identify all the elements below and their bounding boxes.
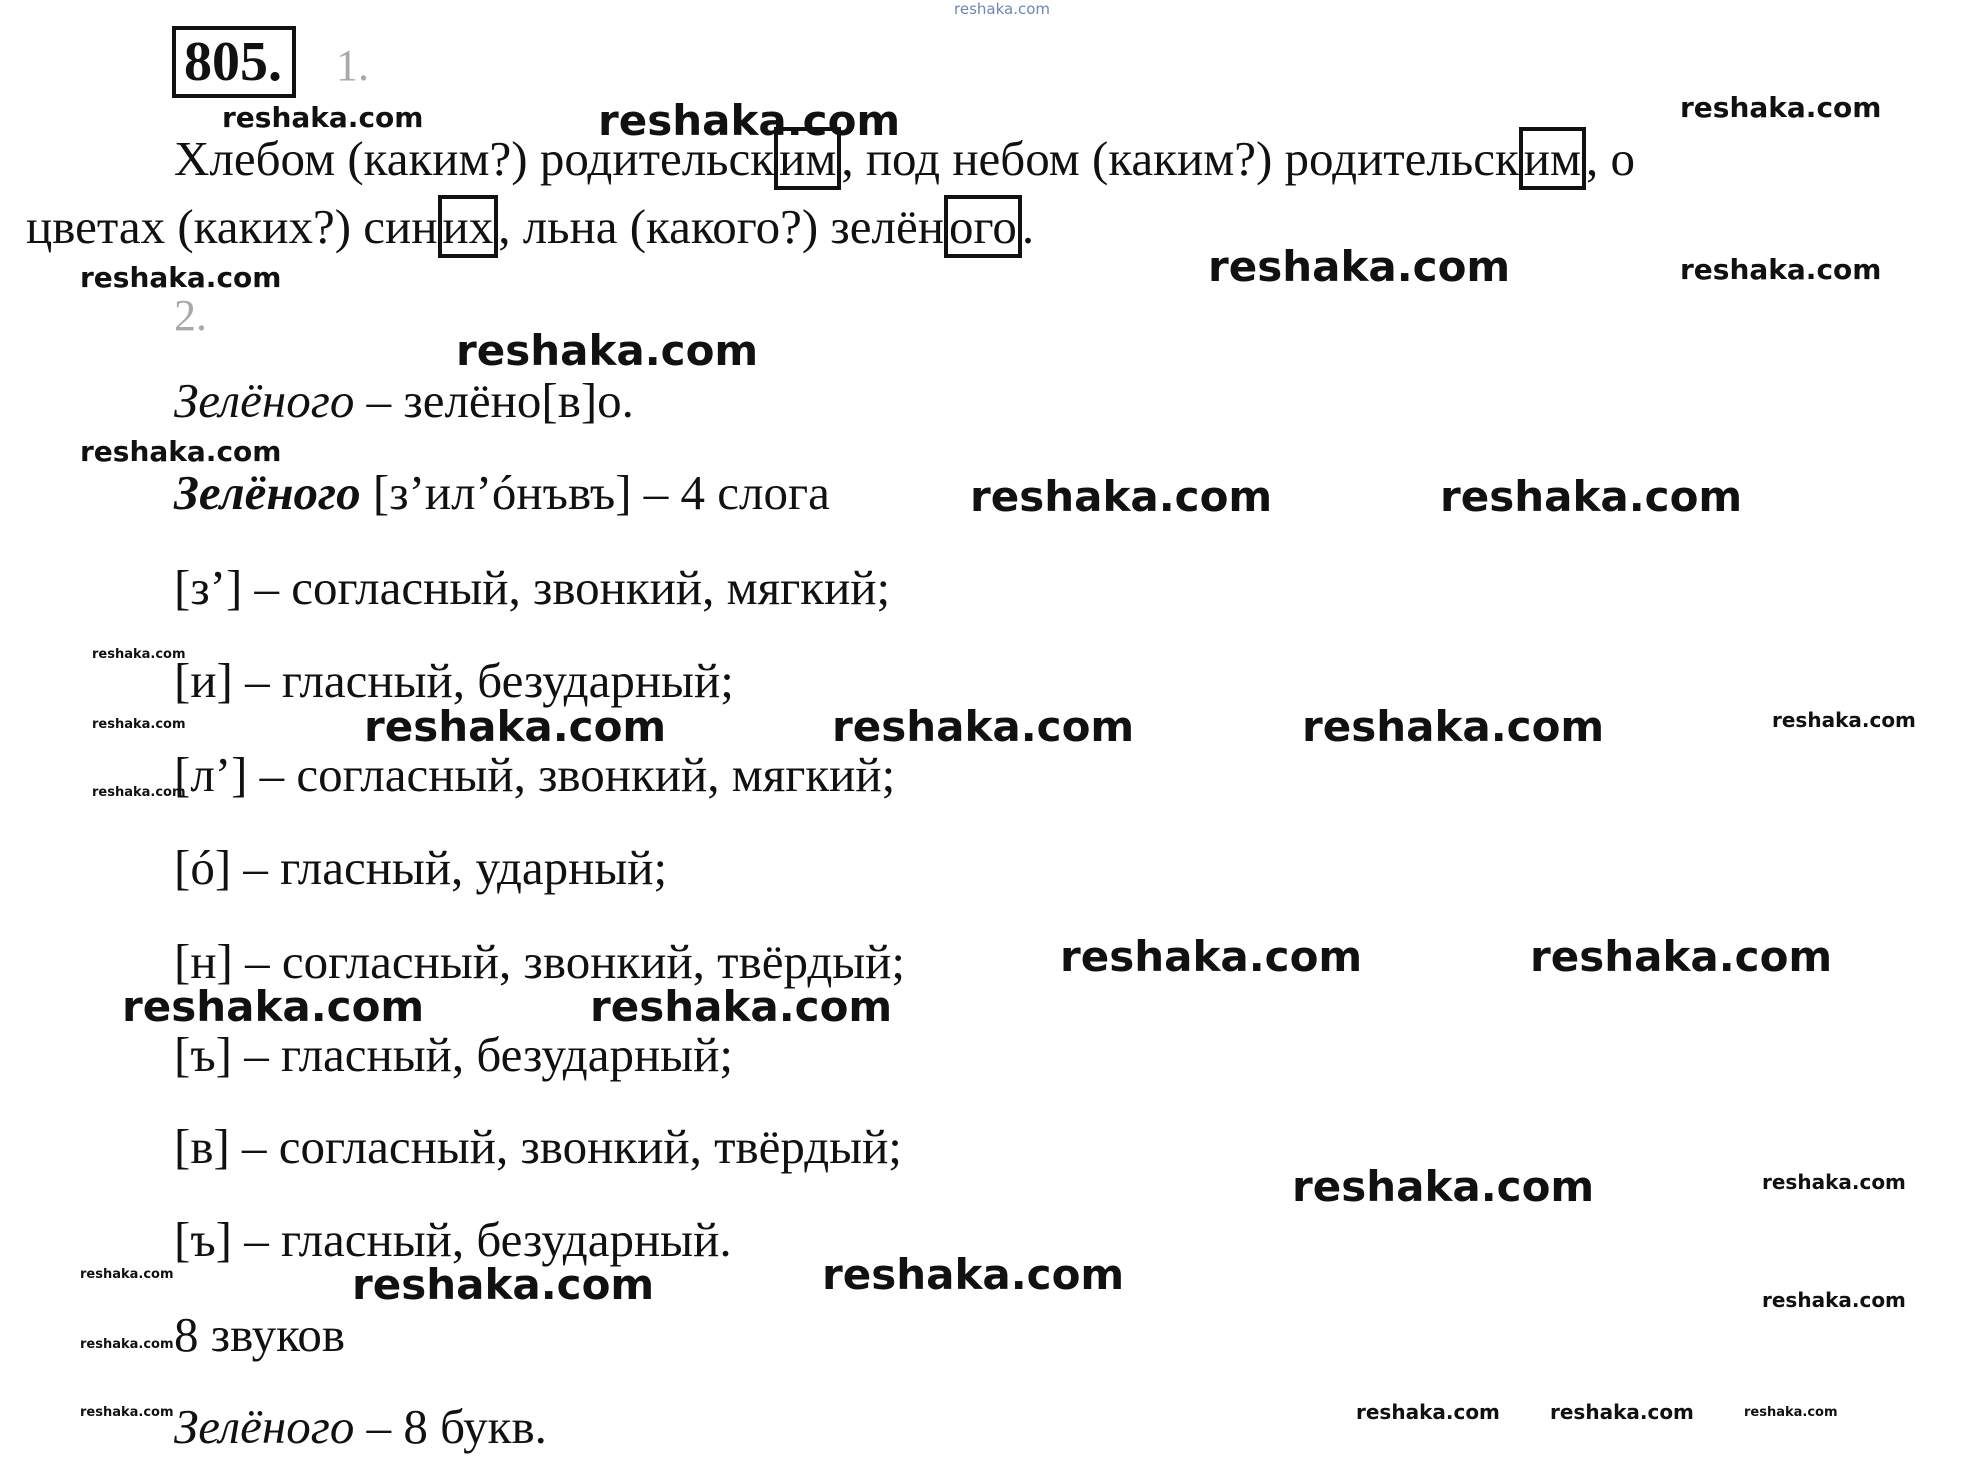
sound-line: [в] – согласный, звонкий, твёрдый; bbox=[174, 1119, 902, 1174]
ending-box: их bbox=[438, 195, 499, 258]
watermark: reshaka.com bbox=[456, 326, 759, 375]
sentence-text: , льна (какого?) зелён bbox=[498, 199, 944, 254]
watermark: reshaka.com bbox=[822, 1250, 1125, 1299]
ending-box: им bbox=[1519, 127, 1586, 190]
watermark: reshaka.com bbox=[80, 1267, 174, 1282]
watermark: reshaka.com bbox=[1530, 932, 1833, 981]
sound-line: [н] – согласный, звонкий, твёрдый; bbox=[174, 934, 906, 989]
check-word: Зелёного bbox=[174, 373, 355, 428]
letters-word: Зелёного bbox=[174, 1399, 355, 1454]
sentence-line-1 bbox=[174, 131, 1636, 186]
watermark: reshaka.com bbox=[80, 1405, 174, 1420]
check-word-rest: – зелёно[в]о. bbox=[354, 373, 634, 428]
sentence-text: , о bbox=[1586, 131, 1636, 186]
watermark: reshaka.com bbox=[222, 101, 424, 134]
watermark: reshaka.com bbox=[1302, 702, 1605, 751]
sound-line: [ъ] – гласный, безударный. bbox=[174, 1212, 732, 1267]
watermark: reshaka.com bbox=[1762, 1170, 1906, 1194]
watermark: reshaka.com bbox=[590, 982, 893, 1031]
watermark: reshaka.com bbox=[364, 702, 667, 751]
watermark: reshaka.com bbox=[1356, 1400, 1500, 1424]
watermark: reshaka.com bbox=[832, 702, 1135, 751]
sound-line: [ó] – гласный, ударный; bbox=[174, 840, 668, 895]
watermark: reshaka.com bbox=[80, 261, 282, 294]
watermark: reshaka.com bbox=[1550, 1400, 1694, 1424]
check-word-line bbox=[174, 373, 634, 428]
watermark: reshaka.com bbox=[352, 1260, 655, 1309]
sentence-text: , под небом (каким?) родительск bbox=[841, 131, 1519, 186]
watermark: reshaka.com bbox=[1772, 708, 1916, 732]
watermark: reshaka.com bbox=[1440, 472, 1743, 521]
transcription-line bbox=[174, 465, 830, 520]
watermark: reshaka.com bbox=[1208, 242, 1511, 291]
watermark: reshaka.com bbox=[1680, 253, 1882, 286]
watermark: reshaka.com bbox=[1762, 1288, 1906, 1312]
watermark: reshaka.com bbox=[1680, 91, 1882, 124]
watermark: reshaka.com bbox=[80, 1337, 174, 1352]
letters-line bbox=[174, 1399, 547, 1454]
sentence-text: . bbox=[1021, 199, 1035, 254]
sentence-line-2 bbox=[26, 199, 1035, 254]
watermark: reshaka.com bbox=[954, 0, 1050, 18]
watermark: reshaka.com bbox=[92, 647, 186, 662]
letters-rest: – 8 букв. bbox=[354, 1399, 547, 1454]
watermark: reshaka.com bbox=[122, 982, 425, 1031]
sound-line: [и] – гласный, безударный; bbox=[174, 653, 734, 708]
watermark: reshaka.com bbox=[92, 717, 186, 732]
watermark: reshaka.com bbox=[80, 435, 282, 468]
ending-box: им bbox=[774, 127, 841, 190]
sound-count: 8 звуков bbox=[174, 1307, 346, 1362]
analysed-word: Зелёного bbox=[174, 465, 361, 520]
watermark: reshaka.com bbox=[970, 472, 1273, 521]
watermark: reshaka.com bbox=[1744, 1405, 1838, 1420]
sound-line: [л’] – согласный, звонкий, мягкий; bbox=[174, 747, 896, 802]
transcription: [з’ил’óнъвъ] – 4 слога bbox=[360, 465, 830, 520]
watermark: reshaka.com bbox=[92, 785, 186, 800]
part-2-label: 2. bbox=[174, 291, 207, 340]
watermark: reshaka.com bbox=[1060, 932, 1363, 981]
sentence-text: Хлебом (каким?) родительск bbox=[174, 131, 775, 186]
watermark: reshaka.com bbox=[1292, 1162, 1595, 1211]
sound-line: [ъ] – гласный, безударный; bbox=[174, 1027, 733, 1082]
task-number: 805. bbox=[172, 26, 296, 98]
ending-box: ого bbox=[944, 195, 1022, 258]
sound-line: [з’] – согласный, звонкий, мягкий; bbox=[174, 560, 891, 615]
watermark: reshaka.com bbox=[598, 96, 901, 145]
sentence-text: цветах (каких?) син bbox=[26, 199, 438, 254]
part-1-label: 1. bbox=[336, 41, 369, 90]
